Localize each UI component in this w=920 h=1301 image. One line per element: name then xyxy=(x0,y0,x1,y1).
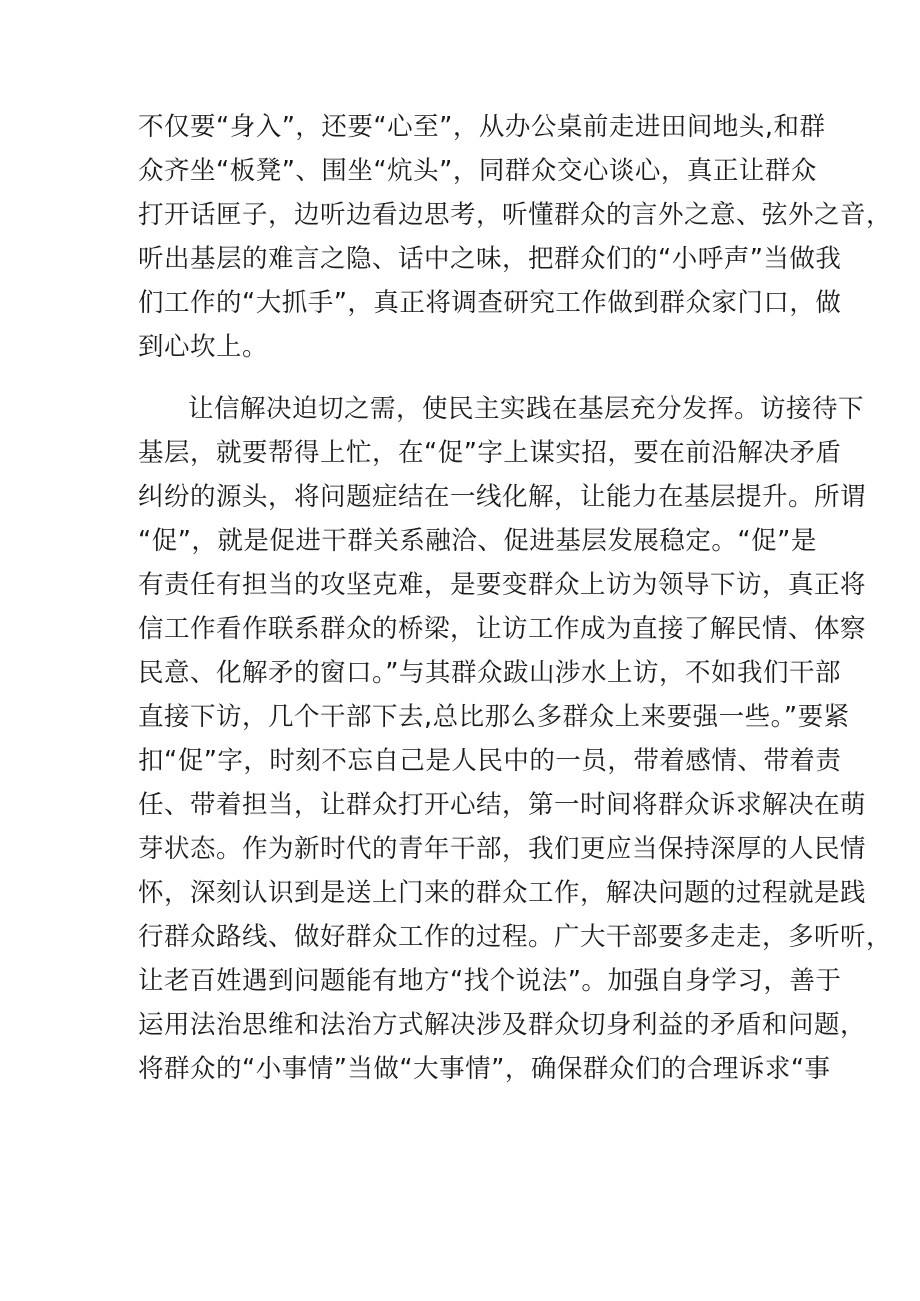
text-line: 怀，深刻认识到是送上门来的群众工作，解决问题的过程就是践 xyxy=(138,878,867,908)
text-line: “促”，就是促进干群关系融洽、促进基层发展稳定。“促”是 xyxy=(138,526,817,556)
text-line: 众齐坐“板凳”、围坐“炕头”，同群众交心谈心，真正让群众 xyxy=(138,156,817,186)
text-line: 民意、化解矛的窗口。”与其群众跋山涉水上访，不如我们干部 xyxy=(138,658,841,688)
text-line: 任、带着担当，让群众打开心结，第一时间将群众诉求解决在萌 xyxy=(138,790,867,820)
text-line: 基层，就要帮得上忙，在“促”字上谋实招，要在前沿解决矛盾 xyxy=(138,438,842,468)
text-line: 扣“促”字，时刻不忘自己是人民中的一员，带着感情、带着责 xyxy=(138,746,842,776)
text-line: 听出基层的难言之隐、话中之味，把群众们的“小呼声”当做我 xyxy=(138,244,842,274)
text-line: 信工作看作联系群众的桥梁，让访工作成为直接了解民情、体察 xyxy=(138,614,867,644)
text-line: 打开话匣子，边听边看边思考，听懂群众的言外之意、弦外之音， xyxy=(138,200,893,230)
text-line: 到心坎上。 xyxy=(138,332,269,362)
text-line: 将群众的“小事情”当做“大事情”，确保群众们的合理诉求“事 xyxy=(138,1054,831,1084)
text-line: 让老百姓遇到问题能有地方“找个说法”。加强自身学习，善于 xyxy=(138,966,842,996)
text-line: 不仅要“身入”，还要“心至”，从办公桌前走进田间地头,和群 xyxy=(138,112,826,142)
text-line: 让信解决迫切之需，使民主实践在基层充分发挥。访接待下 xyxy=(188,394,865,424)
text-line: 运用法治思维和法治方式解决涉及群众切身利益的矛盾和问题， xyxy=(138,1010,867,1040)
text-line: 直接下访，几个干部下去,总比那么多群众上来要强一些。”要紧 xyxy=(138,702,850,732)
text-line: 有责任有担当的攻坚克难，是要变群众上访为领导下访，真正将 xyxy=(138,570,867,600)
text-line: 们工作的“大抓手”，真正将调查研究工作做到群众家门口，做 xyxy=(138,288,842,318)
text-line: 纠纷的源头，将问题症结在一线化解，让能力在基层提升。所谓 xyxy=(138,482,867,512)
text-line: 芽状态。作为新时代的青年干部，我们更应当保持深厚的人民情 xyxy=(138,834,867,864)
text-line: 行群众路线、做好群众工作的过程。广大干部要多走走，多听听， xyxy=(138,922,893,952)
